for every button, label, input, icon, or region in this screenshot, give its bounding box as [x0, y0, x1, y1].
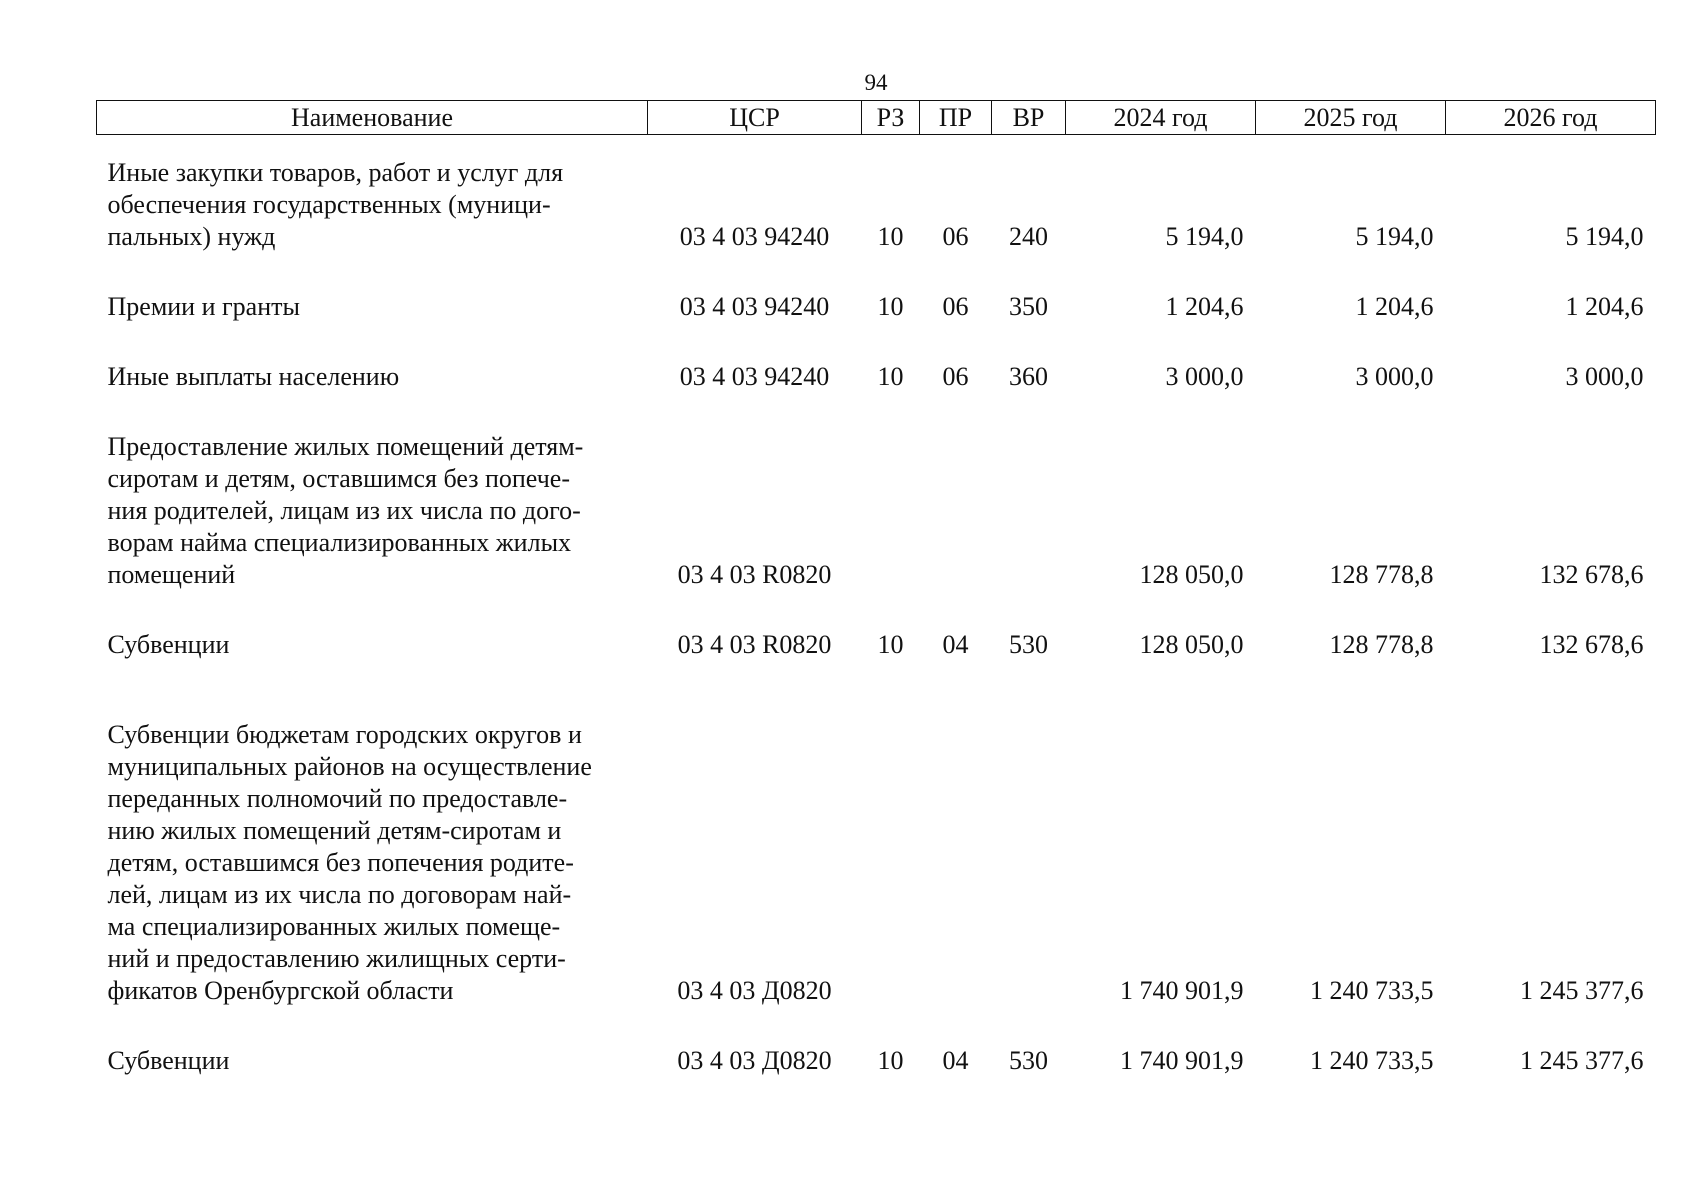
cell-2026: 132 678,6: [1539, 630, 1644, 659]
cell-2025: 1 240 733,5: [1310, 1046, 1434, 1075]
cell-name: [97, 1007, 648, 1077]
cell-csr: 03 4 03 Д0820: [677, 1046, 832, 1075]
cell-name-line: Премии и гранты: [107, 292, 300, 321]
cell-name-line: Субвенции: [107, 630, 230, 659]
header-2024: 2024 год: [1066, 101, 1256, 135]
table-row: [97, 253, 1656, 323]
cell-rz: 10: [877, 362, 904, 391]
cell-2026: 5 194,0: [1565, 222, 1644, 251]
cell-pr: 06: [942, 362, 969, 391]
header-csr: ЦСР: [648, 101, 862, 135]
header-vr: ВР: [992, 101, 1066, 135]
cell-vr: [992, 661, 1066, 1007]
table-row: [97, 1007, 1656, 1077]
cell-2024: 1 204,6: [1165, 292, 1244, 321]
cell-name-line: Предоставление жилых помещений детям-: [107, 432, 584, 461]
cell-name-line: Иные закупки товаров, работ и услуг для: [107, 158, 564, 187]
cell-name-line: пальных) нужд: [107, 222, 276, 251]
cell-rz: [862, 393, 920, 591]
table-body: [97, 135, 1656, 1078]
header-2025: 2025 год: [1256, 101, 1446, 135]
cell-rz: [862, 661, 920, 1007]
cell-name-line: помещений: [107, 560, 236, 589]
cell-csr: 03 4 03 Д0820: [677, 976, 832, 1005]
header-rz: РЗ: [862, 101, 920, 135]
cell-csr: 03 4 03 R0820: [677, 630, 832, 659]
cell-2026: 132 678,6: [1539, 560, 1644, 589]
cell-name-line: ний и предоставлению жилищных серти-: [107, 944, 566, 973]
cell-rz: 10: [877, 1046, 904, 1075]
cell-name-line: Субвенции: [107, 1046, 230, 1075]
cell-pr: 04: [942, 1046, 969, 1075]
cell-name-line: Субвенции бюджетам городских округов и: [107, 720, 582, 749]
cell-name-line: ма специализированных жилых помеще-: [107, 912, 561, 941]
budget-table: [96, 100, 1656, 1077]
cell-name: [97, 253, 648, 323]
table-row: [97, 393, 1656, 591]
cell-name: [97, 323, 648, 393]
cell-2026: 1 245 377,6: [1520, 976, 1644, 1005]
cell-csr: 03 4 03 94240: [679, 362, 830, 391]
cell-name-line: сиротам и детям, оставшимся без попече-: [107, 464, 570, 493]
cell-2025: 5 194,0: [1355, 222, 1434, 251]
cell-name-line: лей, лицам из их числа по договорам най-: [107, 880, 572, 909]
cell-pr: [920, 393, 992, 591]
cell-pr: 06: [942, 222, 969, 251]
cell-2024: 5 194,0: [1165, 222, 1244, 251]
cell-rz: 10: [877, 222, 904, 251]
cell-2025: 128 778,8: [1329, 560, 1434, 589]
table-row: [97, 323, 1656, 393]
page-number: 94: [864, 70, 888, 95]
cell-pr: 04: [942, 630, 969, 659]
cell-name-line: ворам найма специализированных жилых: [107, 528, 572, 557]
cell-name-line: нию жилых помещений детям-сиротам и: [107, 816, 562, 845]
cell-vr: 360: [1009, 362, 1048, 391]
cell-2024: 1 740 901,9: [1120, 1046, 1244, 1075]
header-2026: 2026 год: [1446, 101, 1656, 135]
cell-vr: 530: [1009, 1046, 1048, 1075]
cell-csr: 03 4 03 94240: [679, 292, 830, 321]
cell-vr: 240: [1009, 222, 1048, 251]
cell-vr: [992, 393, 1066, 591]
table-row: [97, 661, 1656, 1007]
cell-2026: 3 000,0: [1565, 362, 1644, 391]
cell-2026: 1 204,6: [1565, 292, 1644, 321]
cell-2024: 128 050,0: [1139, 630, 1244, 659]
cell-csr: 03 4 03 R0820: [677, 560, 832, 589]
cell-2025: 1 240 733,5: [1310, 976, 1434, 1005]
cell-pr: 06: [942, 292, 969, 321]
cell-name-line: муниципальных районов на осуществление: [107, 752, 592, 781]
cell-2025: 3 000,0: [1355, 362, 1434, 391]
table-header-row: [97, 101, 1656, 135]
cell-rz: 10: [877, 292, 904, 321]
cell-2024: 128 050,0: [1139, 560, 1244, 589]
cell-name: [97, 591, 648, 661]
cell-2024: 1 740 901,9: [1120, 976, 1244, 1005]
cell-name: [97, 135, 648, 254]
cell-pr: [920, 661, 992, 1007]
cell-name-line: обеспечения государственных (муници-: [107, 190, 551, 219]
header-pr: ПР: [920, 101, 992, 135]
header-name: Наименование: [97, 101, 648, 135]
cell-name: [97, 661, 648, 1007]
table-row: [97, 135, 1656, 254]
cell-2025: 1 204,6: [1355, 292, 1434, 321]
cell-name-line: Иные выплаты населению: [107, 362, 400, 391]
cell-name-line: ния родителей, лицам из их числа по дого-: [107, 496, 581, 525]
cell-vr: 530: [1009, 630, 1048, 659]
table-row: [97, 591, 1656, 661]
cell-name-line: детям, оставшимся без попечения родите-: [107, 848, 574, 877]
cell-name-line: переданных полномочий по предоставле-: [107, 784, 568, 813]
cell-vr: 350: [1009, 292, 1048, 321]
cell-2026: 1 245 377,6: [1520, 1046, 1644, 1075]
cell-2025: 128 778,8: [1329, 630, 1434, 659]
cell-csr: 03 4 03 94240: [679, 222, 830, 251]
cell-2024: 3 000,0: [1165, 362, 1244, 391]
cell-name: [97, 393, 648, 591]
cell-rz: 10: [877, 630, 904, 659]
cell-name-line: фикатов Оренбургской области: [107, 976, 454, 1005]
